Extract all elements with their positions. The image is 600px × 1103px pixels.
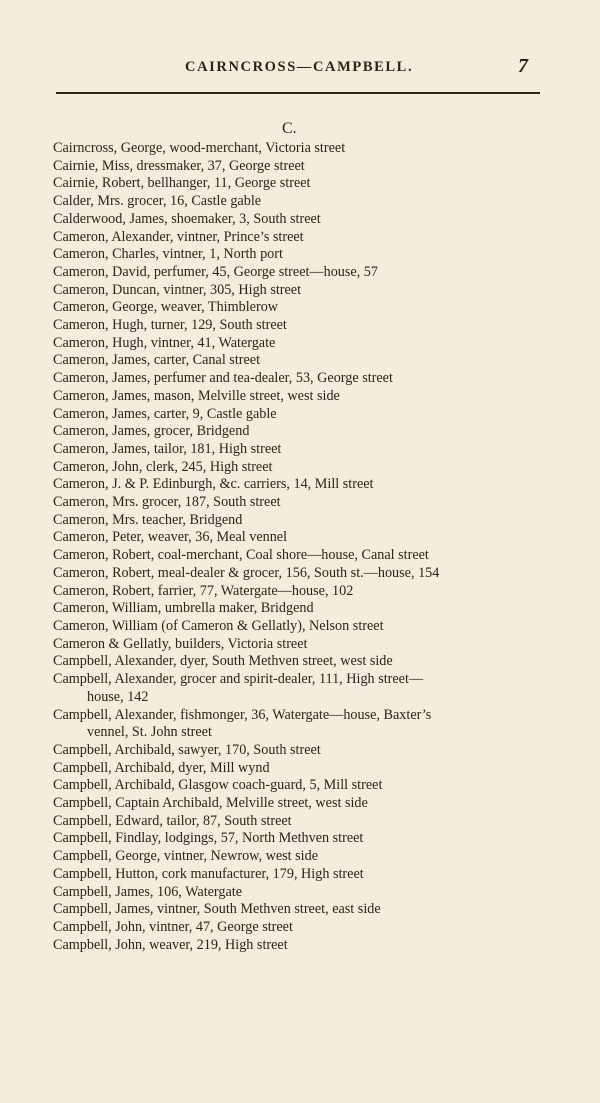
directory-entry — [0, 476, 600, 494]
directory-entry — [0, 299, 600, 317]
entry-text: Campbell, Hutton, cork manufacturer, 179, High street — [53, 865, 364, 882]
entry-text: Cameron, Duncan, vintner, 305, High street — [53, 281, 302, 298]
entry-text: Cameron, James, carter, Canal street — [53, 352, 261, 369]
entry-text: Cameron, James, perfumer and tea-dealer, 53, George street — [53, 370, 393, 387]
entry-text: Cameron, James, carter, 9, Castle gable — [53, 405, 277, 422]
entry-text: Cameron, William, umbrella maker, Bridgend — [53, 600, 314, 617]
directory-entry — [0, 370, 600, 388]
directory-entry — [0, 830, 600, 848]
entry-text: Cameron, Peter, weaver, 36, Meal vennel — [53, 529, 288, 546]
directory-entry — [0, 618, 600, 636]
entry-text: Campbell, James, 106, Watergate — [53, 883, 243, 900]
entry-text: Cameron, Alexander, vintner, Prince’s street — [53, 228, 304, 245]
entry-text: Cameron, Mrs. grocer, 187, South street — [53, 494, 281, 511]
entry-text: Campbell, Edward, tailor, 87, South street — [53, 812, 292, 829]
entry-text: Cameron, James, grocer, Bridgend — [53, 423, 250, 440]
entry-text: Cameron, Hugh, vintner, 41, Watergate — [53, 334, 276, 351]
directory-entry — [0, 441, 600, 459]
entry-text: Cameron, Hugh, turner, 129, South street — [53, 317, 287, 334]
entry-text: Campbell, Alexander, dyer, South Methven street, west side — [53, 653, 393, 670]
directory-entries — [0, 140, 600, 954]
directory-entry — [0, 636, 600, 654]
directory-entry — [0, 388, 600, 406]
directory-entry — [0, 211, 600, 229]
directory-entry — [0, 742, 600, 760]
section-letter: C. — [282, 120, 297, 137]
directory-entry — [0, 264, 600, 282]
directory-entry — [0, 795, 600, 813]
header-rule — [56, 92, 540, 94]
entry-text: Calder, Mrs. grocer, 16, Castle gable — [53, 193, 262, 210]
directory-entry — [0, 229, 600, 247]
entry-text: Cameron, David, perfumer, 45, George street—house, 57 — [53, 263, 378, 280]
entry-text: Campbell, John, weaver, 219, High street — [53, 936, 288, 953]
entry-text: Cairnie, Miss, dressmaker, 37, George street — [53, 157, 305, 174]
entry-text: Campbell, Captain Archibald, Melville street, west side — [53, 795, 368, 812]
entry-text: Cameron, Robert, meal-dealer & grocer, 156, South st.—house, 154 — [53, 564, 440, 581]
directory-entry — [0, 707, 600, 742]
entry-text: Campbell, Alexander, grocer and spirit-dealer, 111, High street— — [53, 671, 424, 688]
directory-entry — [0, 866, 600, 884]
directory-entry — [0, 600, 600, 618]
directory-entry — [0, 547, 600, 565]
directory-entry — [0, 335, 600, 353]
directory-entry — [0, 884, 600, 902]
directory-entry — [0, 193, 600, 211]
directory-entry — [0, 352, 600, 370]
directory-entry — [0, 246, 600, 264]
entry-continuation: house, 142 — [87, 688, 149, 705]
entry-text: Cairncross, George, wood-merchant, Victoria street — [53, 140, 346, 156]
directory-entry — [0, 317, 600, 335]
directory-entry — [0, 406, 600, 424]
entry-text: Campbell, George, vintner, Newrow, west side — [53, 848, 318, 865]
entry-continuation: vennel, St. John street — [87, 724, 212, 741]
directory-entry — [0, 901, 600, 919]
directory-entry — [0, 158, 600, 176]
entry-text: Cameron, John, clerk, 245, High street — [53, 458, 273, 475]
directory-entry — [0, 919, 600, 937]
running-title: CAIRNCROSS—CAMPBELL. — [185, 59, 414, 75]
directory-entry — [0, 583, 600, 601]
directory-entry — [0, 671, 600, 706]
entry-text: Campbell, Archibald, sawyer, 170, South street — [53, 741, 321, 758]
entry-text: Calderwood, James, shoemaker, 3, South street — [53, 210, 321, 227]
entry-text: Campbell, John, vintner, 47, George street — [53, 918, 293, 935]
directory-entry — [0, 175, 600, 193]
entry-text: Cameron, William (of Cameron & Gellatly), Nelson street — [53, 617, 384, 634]
directory-entry — [0, 282, 600, 300]
running-head — [0, 55, 600, 83]
entry-text: Cameron, J. & P. Edinburgh, &c. carriers, 14, Mill street — [53, 476, 374, 493]
entry-text: Cameron, Mrs. teacher, Bridgend — [53, 511, 243, 528]
entry-text: Campbell, Findlay, lodgings, 57, North Methven street — [53, 830, 364, 847]
entry-text: Cameron, Robert, farrier, 77, Watergate—house, 102 — [53, 582, 354, 599]
directory-entry — [0, 813, 600, 831]
entry-text: Campbell, James, vintner, South Methven street, east side — [53, 901, 381, 918]
directory-entry — [0, 512, 600, 530]
directory-entry — [0, 140, 600, 158]
entry-text: Cameron, Robert, coal-merchant, Coal shore—house, Canal street — [53, 547, 429, 564]
entry-text: Cameron, James, tailor, 181, High street — [53, 440, 282, 457]
entry-text: Cameron, James, mason, Melville street, west side — [53, 387, 340, 404]
entry-text: Cairnie, Robert, bellhanger, 11, George street — [53, 175, 311, 192]
directory-entry — [0, 848, 600, 866]
entry-text: Cameron, Charles, vintner, 1, North port — [53, 246, 283, 263]
directory-entry — [0, 494, 600, 512]
directory-entry — [0, 760, 600, 778]
directory-entry — [0, 777, 600, 795]
entry-text: Campbell, Alexander, fishmonger, 36, Watergate—house, Baxter’s — [53, 706, 432, 723]
entry-text: Cameron & Gellatly, builders, Victoria street — [53, 635, 308, 652]
page-number: 7 — [518, 55, 528, 77]
entry-text: Cameron, George, weaver, Thimblerow — [53, 299, 279, 316]
directory-entry — [0, 423, 600, 441]
directory-entry — [0, 529, 600, 547]
directory-entry — [0, 565, 600, 583]
directory-entry — [0, 937, 600, 955]
directory-entry — [0, 653, 600, 671]
directory-entry — [0, 459, 600, 477]
entry-text: Campbell, Archibald, Glasgow coach-guard, 5, Mill street — [53, 777, 383, 794]
entry-text: Campbell, Archibald, dyer, Mill wynd — [53, 759, 270, 776]
